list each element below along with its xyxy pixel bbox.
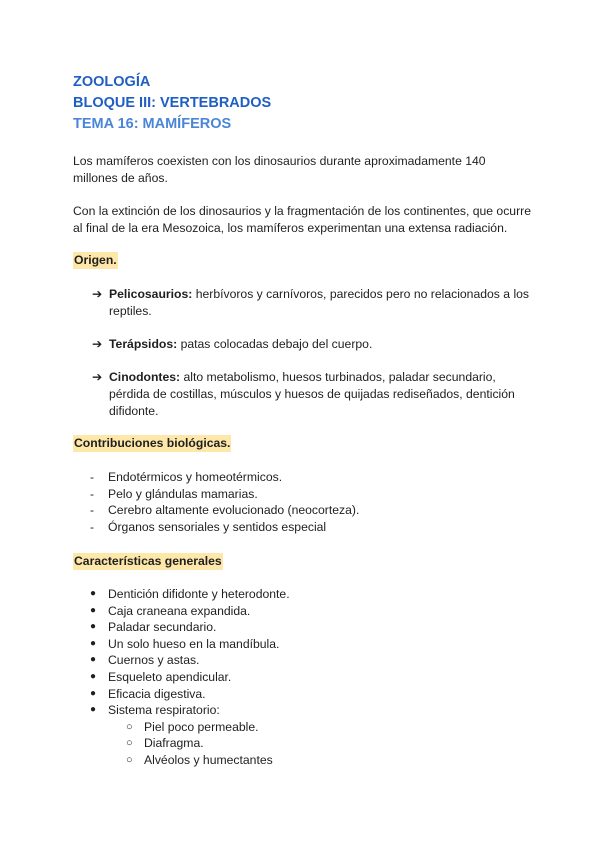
- origen-desc: patas colocadas debajo del cuerpo.: [177, 337, 373, 351]
- origen-term: Pelicosaurios:: [109, 287, 193, 301]
- origen-term: Cinodontes:: [109, 370, 181, 384]
- origen-desc: herbívoros y carnívoros, parecidos pero no relacionados a los reptiles.: [109, 287, 530, 318]
- list-item: [90, 502, 530, 519]
- caracteristicas-list: [90, 586, 530, 769]
- bullet-icon: ●: [90, 637, 97, 649]
- list-item: [90, 619, 530, 636]
- list-item: [90, 686, 530, 703]
- bullet-icon: ●: [90, 621, 97, 633]
- sub-list-item: [126, 735, 530, 752]
- list-item-text: Sistema respiratorio:: [108, 703, 220, 718]
- list-item: [90, 469, 530, 486]
- bullet-icon: ●: [90, 654, 97, 666]
- bullet-icon: ●: [90, 687, 97, 699]
- block-title: BLOQUE III: VERTEBRADOS: [73, 95, 272, 111]
- list-item-text: Esqueleto apendicular.: [108, 669, 232, 684]
- origen-item: [92, 369, 532, 420]
- list-item: [90, 669, 530, 686]
- list-item-text: Cerebro altamente evolucionado (neocorteza).: [108, 503, 360, 518]
- arrow-icon: ➔: [92, 287, 103, 301]
- dash-icon: -: [90, 486, 95, 501]
- intro-paragraph-1: Los mamíferos coexisten con los dinosaurios durante aproximadamente 140 millones de años.: [73, 154, 486, 185]
- list-item: [90, 519, 530, 536]
- list-item-text: Piel poco permeable.: [144, 719, 259, 734]
- bullet-icon: ●: [90, 704, 97, 716]
- dash-icon: -: [90, 519, 95, 534]
- list-item-text: Un solo hueso en la mandíbula.: [108, 636, 280, 651]
- hollow-bullet-icon: ○: [126, 753, 133, 766]
- list-item: [90, 586, 530, 603]
- bullet-icon: ●: [90, 604, 97, 616]
- origen-item: [92, 336, 532, 353]
- contribuciones-list: [90, 469, 530, 535]
- sub-list-item: [126, 752, 530, 769]
- arrow-icon: ➔: [92, 370, 103, 384]
- list-item-text: Diafragma.: [144, 736, 204, 751]
- list-item-text: Caja craneana expandida.: [108, 603, 251, 618]
- list-item: [90, 486, 530, 503]
- origen-heading: Origen.: [74, 253, 117, 267]
- list-item-text: Eficacia digestiva.: [108, 686, 206, 701]
- topic-title: TEMA 16: MAMÍFEROS: [73, 116, 232, 132]
- list-item: [90, 603, 530, 620]
- origen-item: [92, 286, 532, 320]
- origen-desc: alto metabolismo, huesos turbinados, paladar secundario, pérdida de costillas, músculos y huesos de quijadas rediseñados, dentición difidonte.: [109, 370, 515, 418]
- list-item-text: Cuernos y astas.: [108, 653, 200, 668]
- contribuciones-heading: Contribuciones biológicas.: [74, 436, 231, 450]
- origen-term: Terápsidos:: [109, 337, 178, 351]
- list-item-text: Alvéolos y humectantes: [144, 752, 273, 767]
- arrow-icon: ➔: [92, 337, 103, 351]
- bullet-icon: ●: [90, 588, 97, 599]
- dash-icon: -: [90, 503, 95, 518]
- list-item-text: Pelo y glándulas mamarias.: [108, 486, 258, 501]
- respiratorio-sublist: [108, 719, 530, 769]
- hollow-bullet-icon: ○: [126, 720, 133, 733]
- list-item: [90, 652, 530, 669]
- list-item-text: Paladar secundario.: [108, 620, 217, 635]
- list-item: [90, 702, 530, 768]
- dash-icon: -: [90, 470, 95, 484]
- list-item-text: Endotérmicos y homeotérmicos.: [108, 470, 283, 484]
- list-item: [90, 636, 530, 653]
- hollow-bullet-icon: ○: [126, 737, 133, 750]
- caracteristicas-heading: Características generales: [74, 554, 222, 568]
- subject-title: ZOOLOGÍA: [73, 74, 151, 90]
- sub-list-item: [126, 719, 530, 736]
- bullet-icon: ●: [90, 670, 97, 682]
- intro-paragraph-2: Con la extinción de los dinosaurios y la fragmentación de los continentes, que ocurre al final de la era Mesozoica, los mamíferos experimentan una extensa radiación.: [73, 204, 531, 235]
- list-item-text: Dentición difidonte y heterodonte.: [108, 587, 290, 601]
- list-item-text: Órganos sensoriales y sentidos especial: [108, 519, 327, 534]
